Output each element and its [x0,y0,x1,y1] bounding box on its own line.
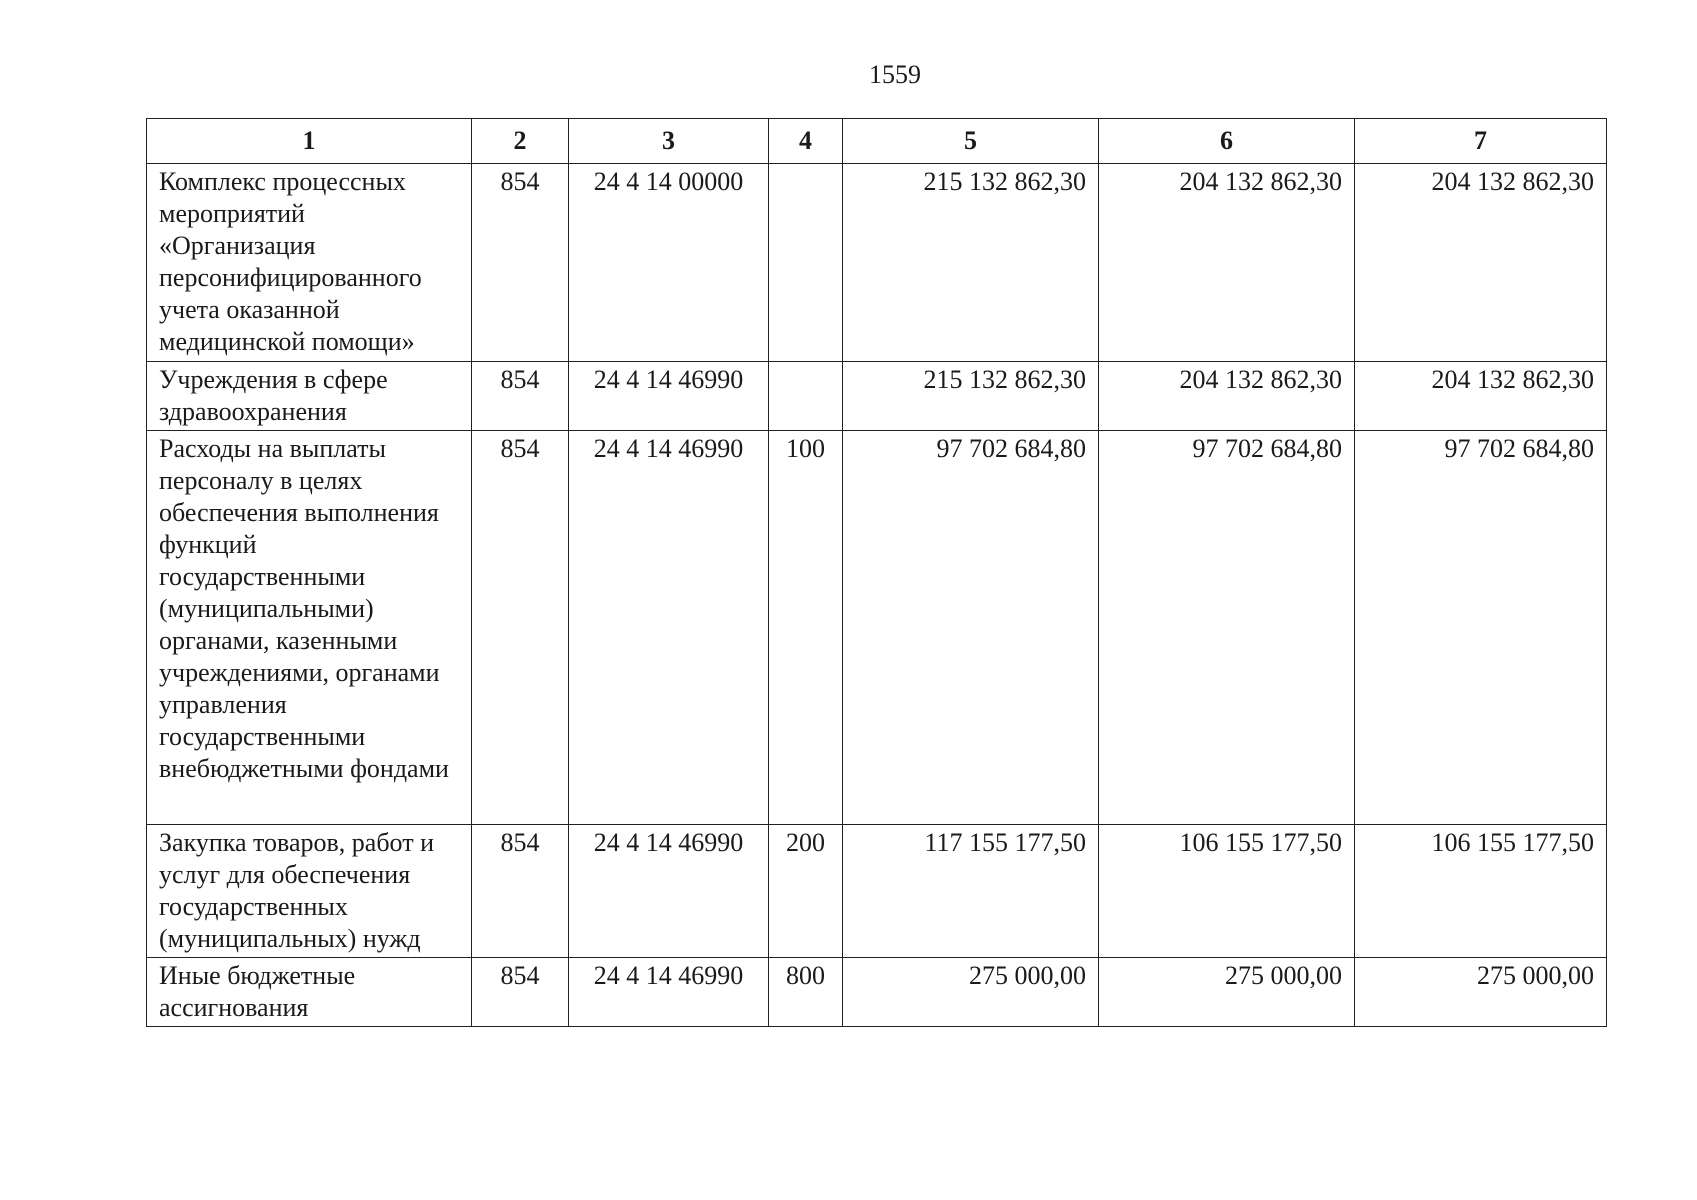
row-vr [769,362,843,431]
row-name: Иные бюджетные ассигнования [147,958,472,1027]
row-sum-2: 204 132 862,30 [1099,362,1355,431]
row-sum-2: 97 702 684,80 [1099,431,1355,825]
row-sum-2: 106 155 177,50 [1099,825,1355,958]
row-name: Комплекс процессных мероприятий «Организация персонифицированного учета оказанной медицинской помощи» [147,164,472,362]
column-header: 6 [1099,119,1355,164]
table-row [147,362,1607,431]
row-sum-1: 275 000,00 [843,958,1099,1027]
row-name: Расходы на выплаты персоналу в целях обеспечения выполнения функций государственными (муниципальными) органами, казенными учреждениями, органами управления государственными внебюджетными фондами [147,431,472,825]
row-sum-3: 204 132 862,30 [1355,164,1607,362]
budget-table [146,118,1607,1027]
row-name: Учреждения в сфере здравоохранения [147,362,472,431]
row-grbs: 854 [472,164,569,362]
column-header: 7 [1355,119,1607,164]
row-sum-2: 275 000,00 [1099,958,1355,1027]
row-vr: 200 [769,825,843,958]
row-name: Закупка товаров, работ и услуг для обеспечения государственных (муниципальных) нужд [147,825,472,958]
column-header: 1 [147,119,472,164]
column-header: 5 [843,119,1099,164]
row-sum-1: 215 132 862,30 [843,164,1099,362]
row-sum-3: 275 000,00 [1355,958,1607,1027]
column-header: 2 [472,119,569,164]
row-grbs: 854 [472,958,569,1027]
table-row [147,825,1607,958]
row-grbs: 854 [472,431,569,825]
row-sum-2: 204 132 862,30 [1099,164,1355,362]
row-csr: 24 4 14 46990 [569,362,769,431]
row-csr: 24 4 14 46990 [569,825,769,958]
row-grbs: 854 [472,825,569,958]
row-sum-3: 204 132 862,30 [1355,362,1607,431]
column-header: 3 [569,119,769,164]
row-vr: 100 [769,431,843,825]
table-row [147,431,1607,825]
row-sum-1: 117 155 177,50 [843,825,1099,958]
row-csr: 24 4 14 00000 [569,164,769,362]
page-number: 1559 [869,60,921,89]
row-sum-1: 97 702 684,80 [843,431,1099,825]
row-sum-3: 106 155 177,50 [1355,825,1607,958]
row-vr: 800 [769,958,843,1027]
row-csr: 24 4 14 46990 [569,958,769,1027]
row-sum-3: 97 702 684,80 [1355,431,1607,825]
row-grbs: 854 [472,362,569,431]
row-csr: 24 4 14 46990 [569,431,769,825]
column-header: 4 [769,119,843,164]
row-vr [769,164,843,362]
table-row [147,164,1607,362]
header-row [147,119,1607,164]
table-row [147,958,1607,1027]
row-sum-1: 215 132 862,30 [843,362,1099,431]
